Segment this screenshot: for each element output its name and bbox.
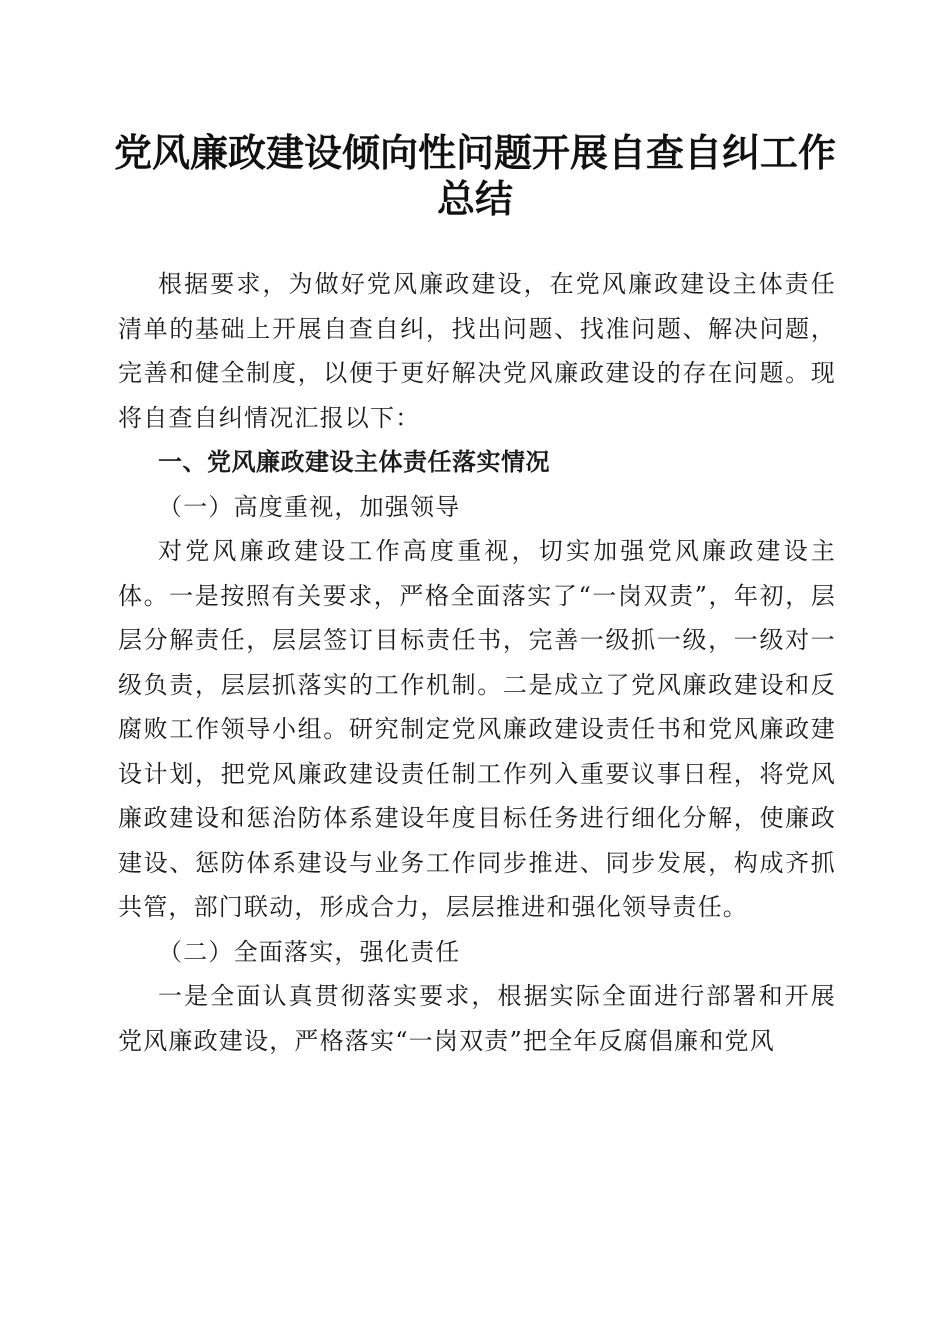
subsection-2-paragraph: 一是全面认真贯彻落实要求，根据实际全面进行部署和开展党风廉政建设，严格落实“一岗双责”把全年反腐倡廉和党风 [118, 982, 836, 1055]
section-1-heading: 一、党风廉政建设主体责任落实情况 [158, 448, 550, 476]
intro-paragraph: 根据要求，为做好党风廉政建设，在党风廉政建设主体责任清单的基础上开展自查自纠，找出问题、找准问题、解决问题，完善和健全制度，以便于更好解决党风廉政建设的存在问题。现将自查自纠情况汇报以下： [118, 270, 836, 432]
subsection-1-paragraph: 对党风廉政建设工作高度重视，切实加强党风廉政建设主体。一是按照有关要求，严格全面落实了“一岗双责”，年初，层层分解责任，层层签订目标责任书，完善一级抓一级，一级对一级负责，层层抓落实的工作机制。二是成立了党风廉政建设和反腐败工作领导小组。研究制定党风廉政建设责任书和党风廉政建设计划，把党风廉政建设责任制工作列入重要议事日程，将党风廉政建设和惩治防体系建设年度目标任务进行细化分解，使廉政建设、惩防体系建设与业务工作同步推进、同步发展，构成齐抓共管，部门联动，形成合力，层层推进和强化领导责任。 [118, 537, 836, 921]
document-title: 党风廉政建设倾向性问题开展自查自纠工作总结 [113, 130, 836, 221]
subsection-2-heading: （二）全面落实，强化责任 [158, 937, 461, 966]
document-body [118, 262, 836, 1063]
subsection-1-heading: （一）高度重视，加强领导 [158, 492, 461, 521]
